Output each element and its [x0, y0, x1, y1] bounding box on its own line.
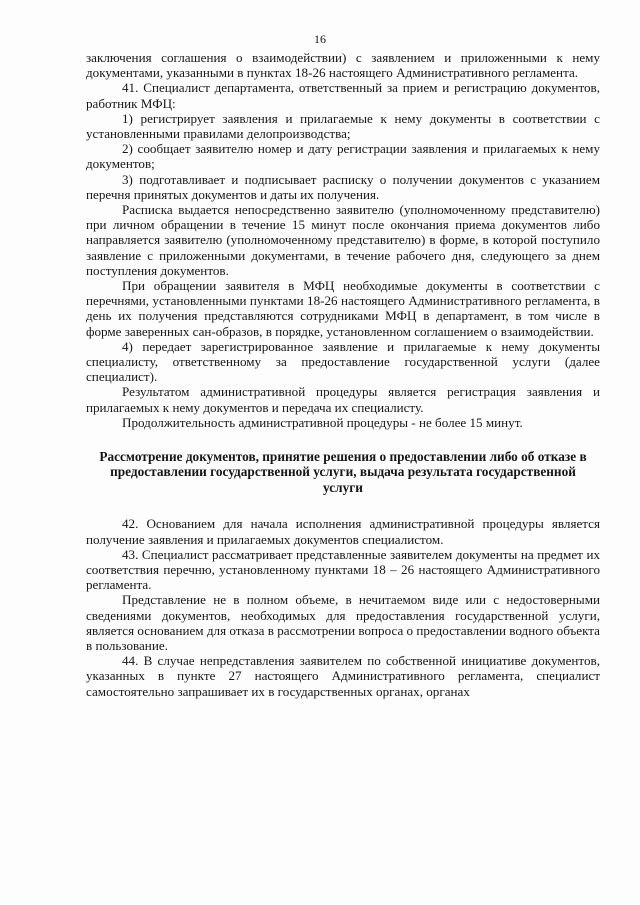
paragraph-refusal-grounds: Представление не в полном объеме, в нечитаемом виде или с недостоверными сведениями документов, необходимых для предоставления государственной услуги, является основанием для отказа в рассмотрении вопроса о предоставлении водного объекта в пользование. — [86, 592, 600, 653]
paragraph-item-42: 42. Основанием для начала исполнения административной процедуры является получение заявления и прилагаемых документов специалистом. — [86, 516, 600, 547]
section-heading: Рассмотрение документов, принятие решения о предоставлении либо об отказе в предоставлении государственной услуги, выдача результата государственной услуги — [99, 449, 587, 495]
paragraph-continuation: заключения соглашения о взаимодействии) с заявлением и приложенными к нему документами, указанными в пунктах 18-26 настоящего Административного регламента. — [86, 50, 600, 81]
paragraph-item-41: 41. Специалист департамента, ответственный за прием и регистрацию документов, работник МФЦ: — [86, 80, 600, 111]
paragraph-mfc: При обращении заявителя в МФЦ необходимые документы в соответствии с перечнями, установленными пунктами 18-26 настоящего Административного регламента, в день их получения представляются сотрудниками МФЦ в департамент, в том числе в форме заверенных сан-образов, в порядке, установленном соглашением о взаимодействии. — [86, 278, 600, 339]
paragraph-subitem-4: 4) передает зарегистрированное заявление и прилагаемые к нему документы специалисту, ответственному за предоставление государственной услуги (далее специалист). — [86, 338, 600, 385]
paragraph-receipt: Расписка выдается непосредственно заявителю (уполномоченному представителю) при личном обращении в течение 15 минут после окончания приема документов либо направляется заявителю (уполномоченному представителю) в форме, в которой поступило заявление с приложенными документами, в течение рабочего дня, следующего за днем поступления документов. — [86, 202, 600, 278]
paragraph-subitem-3: 3) подготавливает и подписывает расписку о получении документов с указанием перечня принятых документов и даты их получения. — [86, 171, 600, 202]
paragraph-duration: Продолжительность административной процедуры - не более 15 минут. — [122, 414, 523, 430]
document-body — [86, 50, 600, 699]
paragraph-subitem-2: 2) сообщает заявителю номер и дату регистрации заявления и прилагаемых к нему документов; — [86, 141, 600, 172]
paragraph-item-44: 44. В случае непредставления заявителем по собственной инициативе документов, указанных в пункте 27 настоящего Административного регламента, специалист самостоятельно запрашивает их в государственных органах, органах — [86, 653, 600, 699]
paragraph-subitem-1: 1) регистрирует заявления и прилагаемые к нему документы в соответствии с установленными правилами делопроизводства; — [86, 110, 600, 142]
paragraph-result: Результатом административной процедуры является регистрация заявления и прилагаемых к нему документов и передача их специалисту. — [86, 384, 600, 415]
page-number: 16 — [314, 32, 326, 46]
paragraph-item-43: 43. Специалист рассматривает представленные заявителем документы на предмет их соответствия перечню, установленному пунктами 18 – 26 настоящего Административного регламента. — [86, 546, 600, 593]
